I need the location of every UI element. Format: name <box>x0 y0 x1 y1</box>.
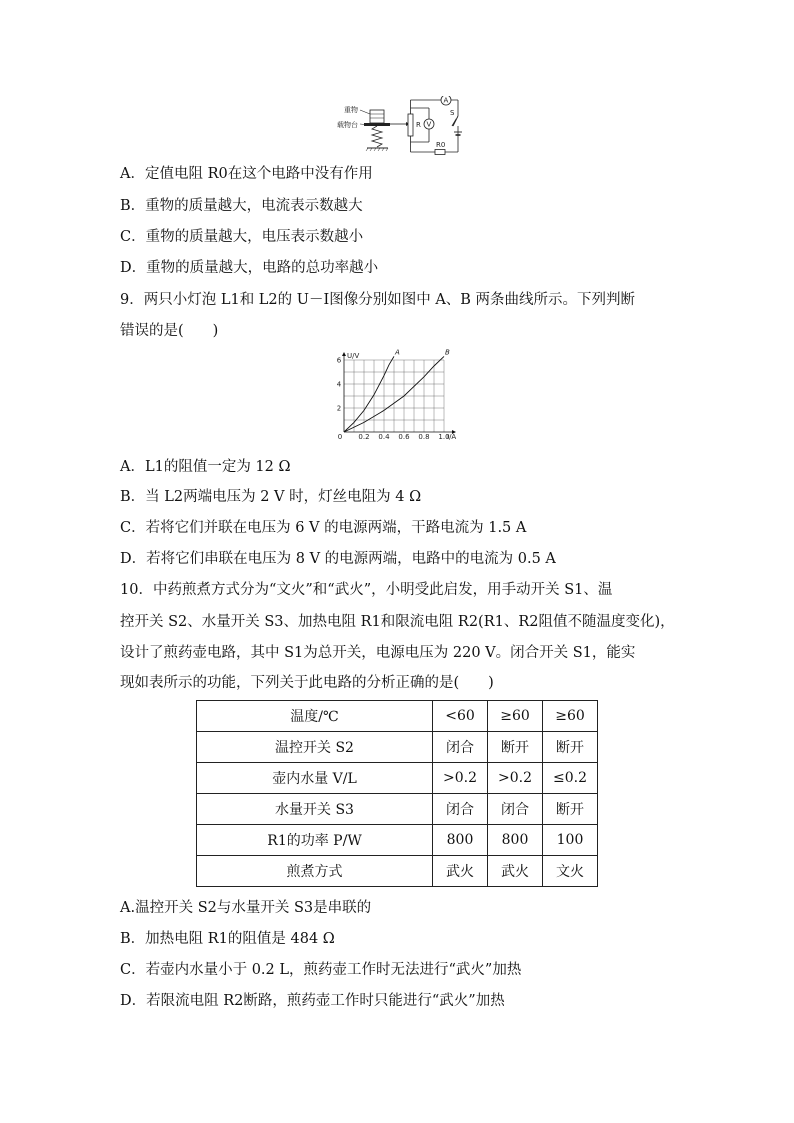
y-tick-label: 2 <box>336 404 342 413</box>
table-row <box>197 794 598 825</box>
x-tick-label: 1.0 <box>438 433 450 441</box>
q9-option-c: C．若将它们并联在电压为 6 V 的电源两端，干路电流为 1.5 A <box>120 520 527 536</box>
q9-stem-line-2: 错误的是( ) <box>120 323 219 339</box>
q10-option-a: A.温控开关 S2与水量开关 S3是串联的 <box>120 900 372 916</box>
q10-stem-line-2: 控开关 S2、水量开关 S3、加热电阻 R1和限流电阻 R2(R1、R2阻值不随温度变化)， <box>120 614 675 630</box>
label-r0: R0 <box>436 141 446 149</box>
q8-circuit-figure <box>334 96 464 158</box>
table-row <box>197 732 598 763</box>
q9-option-b: B．当 L2两端电压为 2 V 时，灯丝电阻为 4 Ω <box>120 489 422 505</box>
y-tick-label: 6 <box>336 356 342 365</box>
table-cell: 温控开关 S2 <box>197 732 433 763</box>
table-cell: 闭合 <box>488 794 543 825</box>
y-tick-label: 4 <box>336 380 342 389</box>
table-cell: ≥60 <box>488 701 543 732</box>
label-s: S <box>450 109 455 117</box>
table-cell: 武火 <box>433 856 488 887</box>
table-cell: 壶内水量 V/L <box>197 763 433 794</box>
q9-option-d: D．若将它们串联在电压为 8 V 的电源两端，电路中的电流为 0.5 A <box>120 551 556 567</box>
y-axis-label: U/V <box>347 352 360 360</box>
table-cell: >0.2 <box>433 763 488 794</box>
resistor-r <box>408 114 413 136</box>
label-a: A <box>443 96 449 105</box>
table-cell: 闭合 <box>433 794 488 825</box>
table-row <box>197 763 598 794</box>
x-tick-label: 0 <box>337 433 343 441</box>
table-cell: 煎煮方式 <box>197 856 433 887</box>
table-cell: ≥60 <box>543 701 598 732</box>
series-curve-A <box>344 356 394 432</box>
table-cell: 800 <box>488 825 543 856</box>
x-axis-label: I/A <box>447 433 457 441</box>
table-cell: 断开 <box>543 732 598 763</box>
q10-option-d: D．若限流电阻 R2断路，煎药壶工作时只能进行“武火”加热 <box>120 993 505 1009</box>
series-label-A: A <box>395 348 400 357</box>
q10-stem-line-1: 10．中药煎煮方式分为“文火”和“武火”，小明受此启发，用手动开关 S1、温 <box>120 582 613 598</box>
q8-option-b: B．重物的质量越大，电流表示数越大 <box>120 198 363 214</box>
table-cell: ≤0.2 <box>543 763 598 794</box>
spring <box>372 126 382 147</box>
label-platform: 载物台 <box>337 121 358 129</box>
table-cell: 断开 <box>543 794 598 825</box>
table-row <box>197 701 598 732</box>
x-tick-label: 0.6 <box>398 433 410 441</box>
series-label-B: B <box>445 348 450 357</box>
q10-option-b: B．加热电阻 R1的阻值是 484 Ω <box>120 931 335 947</box>
table-row <box>197 825 598 856</box>
q8-option-c: C．重物的质量越大，电压表示数越小 <box>120 229 364 245</box>
q9-ui-chart <box>330 348 465 444</box>
platform-bar <box>364 123 390 126</box>
table-row <box>197 856 598 887</box>
table-cell: 温度/℃ <box>197 701 433 732</box>
table-cell: <60 <box>433 701 488 732</box>
resistor-r0 <box>435 150 445 155</box>
y-axis-arrow <box>342 352 346 356</box>
table-cell: R1的功率 P/W <box>197 825 433 856</box>
label-r: R <box>416 121 421 129</box>
label-v: V <box>426 120 432 129</box>
label-weight: 重物 <box>344 106 358 114</box>
x-tick-label: 0.4 <box>378 433 390 441</box>
x-tick-label: 0.8 <box>418 433 430 441</box>
table-cell: 100 <box>543 825 598 856</box>
table-cell: 800 <box>433 825 488 856</box>
q8-option-d: D．重物的质量越大，电路的总功率越小 <box>120 260 379 276</box>
q10-stem-line-3: 设计了煎药壶电路，其中 S1为总开关，电源电压为 220 V。闭合开关 S1，能实 <box>120 645 636 661</box>
q10-option-c: C．若壶内水量小于 0.2 L，煎药壶工作时无法进行“武火”加热 <box>120 962 522 978</box>
q8-option-a: A．定值电阻 R0在这个电路中没有作用 <box>120 166 373 182</box>
table-cell: 闭合 <box>433 732 488 763</box>
q10-stem-line-4: 现如表所示的功能，下列关于此电路的分析正确的是( ) <box>120 675 494 691</box>
q9-stem-line-1: 9．两只小灯泡 L1和 L2的 U－I图像分别如图中 A、B 两条曲线所示。下列判断 <box>120 292 636 308</box>
table-cell: 断开 <box>488 732 543 763</box>
q10-function-table <box>196 700 598 887</box>
table-cell: 水量开关 S3 <box>197 794 433 825</box>
table-cell: 武火 <box>488 856 543 887</box>
table-cell: >0.2 <box>488 763 543 794</box>
q9-option-a: A．L1的阻值一定为 12 Ω <box>120 459 291 475</box>
table-cell: 文火 <box>543 856 598 887</box>
x-tick-label: 0.2 <box>358 433 370 441</box>
weight-block <box>370 110 384 123</box>
